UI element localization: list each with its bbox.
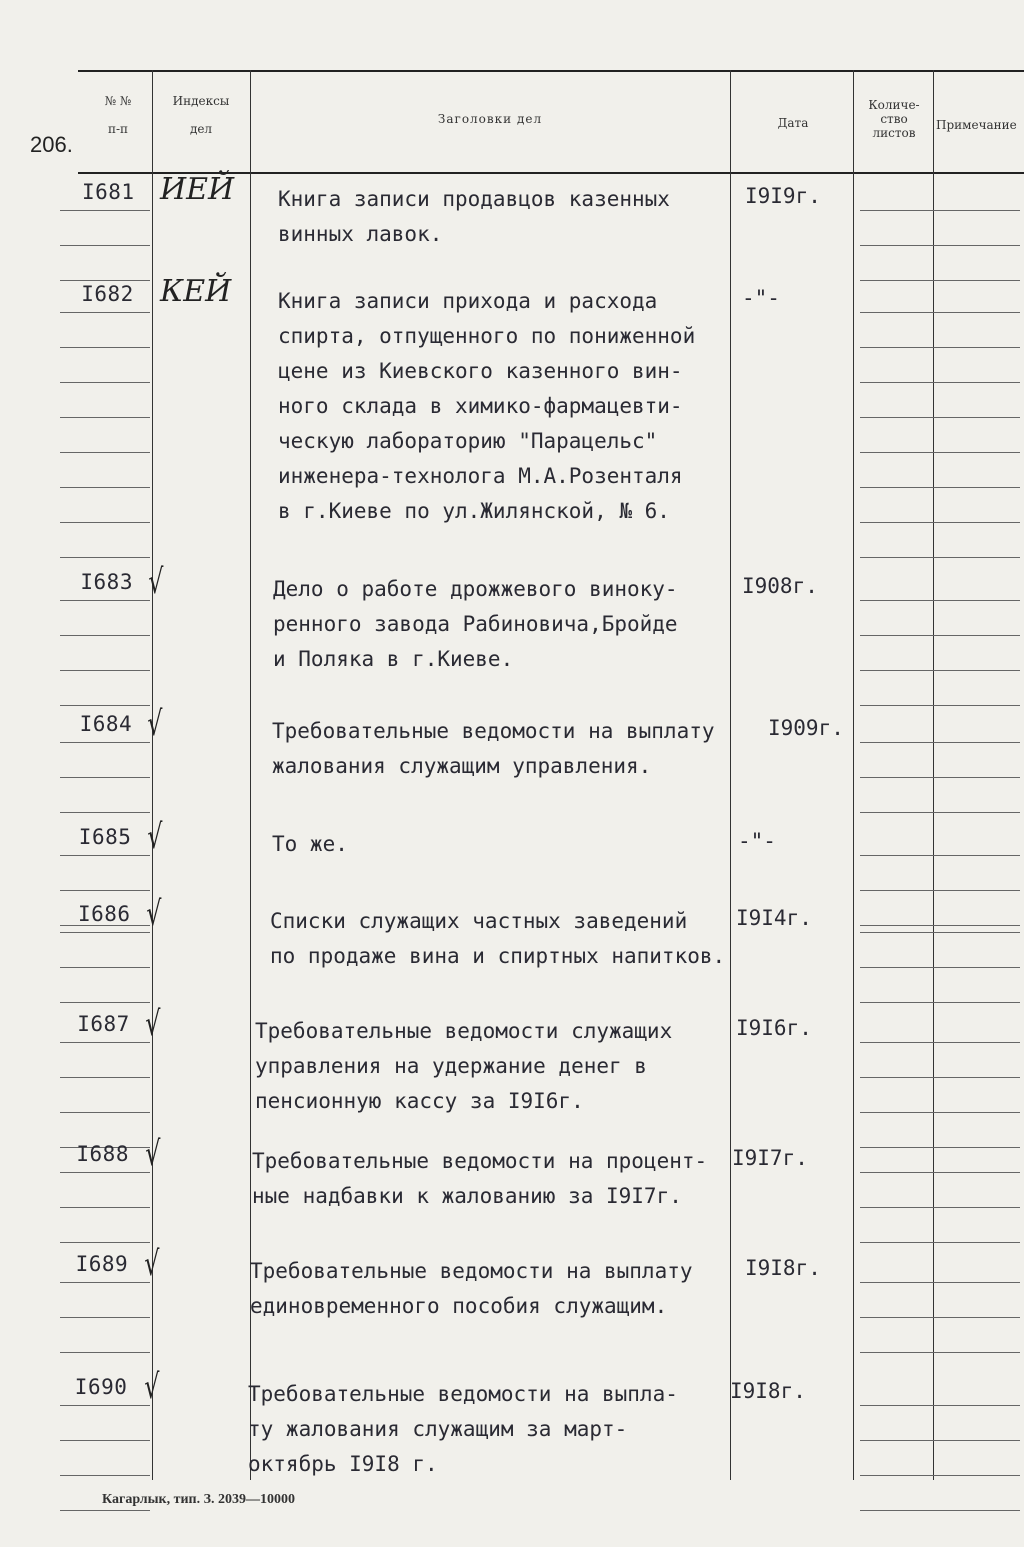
case-title-line: ренного завода Рабиновича,Бройде bbox=[273, 612, 678, 636]
ruled-line bbox=[60, 452, 150, 453]
case-date: I909г. bbox=[768, 716, 844, 740]
row-number: I683 bbox=[80, 570, 133, 594]
case-title-line: Дело о работе дрожжевого виноку- bbox=[273, 577, 678, 601]
case-title-line: Требовательные ведомости на выпла- bbox=[248, 1382, 678, 1406]
ruled-line bbox=[60, 347, 150, 348]
ruled-line bbox=[860, 1510, 1020, 1511]
case-title-line: Требовательные ведомости на выплату bbox=[250, 1259, 693, 1283]
case-date: I9I9г. bbox=[745, 184, 821, 208]
ruled-line bbox=[860, 557, 1020, 558]
case-date: I9I8г. bbox=[745, 1256, 821, 1280]
ruled-line bbox=[860, 670, 1020, 671]
ruled-line bbox=[60, 1172, 150, 1173]
case-title-line: по продаже вина и спиртных напитков. bbox=[270, 944, 726, 968]
ruled-line bbox=[860, 1042, 1020, 1043]
ruled-line bbox=[860, 1147, 1020, 1148]
header-titles-label: Заголовки дел bbox=[437, 112, 543, 126]
case-title-line: пенсионную кассу за I9I6г. bbox=[255, 1089, 584, 1113]
ruled-line bbox=[60, 522, 150, 523]
ruled-line bbox=[860, 210, 1020, 211]
header-count-label-3: листов bbox=[872, 126, 916, 140]
column-divider bbox=[933, 70, 934, 1480]
case-title-line: Требовательные ведомости на выплату bbox=[272, 719, 715, 743]
ruled-line bbox=[860, 522, 1020, 523]
case-title bbox=[250, 1254, 693, 1324]
ruled-line bbox=[860, 742, 1020, 743]
case-title-line: спирта, отпущенного по пониженной bbox=[278, 324, 696, 348]
ruled-line bbox=[860, 777, 1020, 778]
ruled-line bbox=[60, 635, 150, 636]
ruled-line bbox=[860, 280, 1020, 281]
case-title-line: ческую лабораторию "Парацельс" bbox=[278, 429, 658, 453]
ruled-line bbox=[860, 1352, 1020, 1353]
case-title-line: винных лавок. bbox=[278, 222, 443, 246]
checkmark-icon: √ bbox=[144, 1244, 160, 1284]
ruled-line bbox=[60, 1475, 150, 1476]
ruled-line bbox=[60, 890, 150, 891]
row-number: I682 bbox=[81, 282, 134, 306]
checkmark-icon: √ bbox=[148, 562, 164, 602]
header-count-column bbox=[856, 98, 932, 140]
case-title-line: То же. bbox=[272, 832, 348, 856]
ruled-line bbox=[60, 1405, 150, 1406]
case-title bbox=[278, 182, 670, 252]
ruled-line bbox=[60, 742, 150, 743]
case-title bbox=[272, 827, 348, 862]
case-date: -"- bbox=[738, 829, 776, 853]
case-title-line: Книга записи прихода и расхода bbox=[278, 289, 658, 313]
case-title-line: единовременного пособия служащим. bbox=[250, 1294, 668, 1318]
case-title-line: ного склада в химико-фармацевти- bbox=[278, 394, 683, 418]
ruled-line bbox=[860, 452, 1020, 453]
row-number: I690 bbox=[74, 1375, 128, 1399]
case-title bbox=[255, 1014, 672, 1119]
case-title-line: ту жалования служащим за март- bbox=[248, 1417, 628, 1441]
case-date: I908г. bbox=[742, 574, 818, 598]
ruled-line bbox=[60, 705, 150, 706]
ruled-line bbox=[860, 890, 1020, 891]
ruled-line bbox=[60, 557, 150, 558]
case-title-line: и Поляка в г.Киеве. bbox=[273, 647, 514, 671]
ruled-line bbox=[860, 925, 1020, 926]
ruled-line bbox=[860, 1242, 1020, 1243]
ruled-line bbox=[860, 855, 1020, 856]
ruled-line bbox=[60, 855, 150, 856]
ruled-line bbox=[60, 1317, 150, 1318]
checkmark-icon: √ bbox=[146, 894, 162, 934]
ruled-line bbox=[60, 1440, 150, 1441]
column-divider bbox=[730, 70, 731, 1480]
ruled-line bbox=[60, 382, 150, 383]
case-title-line: Требовательные ведомости на процент- bbox=[252, 1149, 708, 1173]
row-number: I686 bbox=[78, 902, 131, 926]
ruled-line bbox=[860, 812, 1020, 813]
ruled-line bbox=[60, 777, 150, 778]
case-title-line: в г.Киеве по ул.Жилянской, № 6. bbox=[278, 499, 670, 523]
ruled-line bbox=[860, 1317, 1020, 1318]
case-title-line: октябрь I9I8 г. bbox=[248, 1452, 438, 1476]
checkmark-icon: √ bbox=[145, 1004, 161, 1044]
ruled-line bbox=[860, 1282, 1020, 1283]
ruled-line bbox=[60, 1042, 150, 1043]
checkmark-icon: √ bbox=[147, 704, 163, 744]
row-number: I687 bbox=[77, 1012, 130, 1036]
case-title-line: Требовательные ведомости служащих bbox=[255, 1019, 673, 1043]
ruled-line bbox=[60, 210, 150, 211]
top-rule bbox=[78, 70, 1024, 72]
case-date: I9I7г. bbox=[732, 1146, 808, 1170]
header-num-sub-label: п-п bbox=[107, 122, 129, 136]
checkmark-icon: √ bbox=[145, 1134, 161, 1174]
checkmark-icon: √ bbox=[143, 1367, 160, 1407]
ruled-line bbox=[60, 1510, 150, 1511]
row-number: I681 bbox=[82, 180, 135, 204]
ruled-line bbox=[860, 245, 1020, 246]
ruled-line bbox=[860, 705, 1020, 706]
header-index-column bbox=[158, 94, 244, 136]
ruled-line bbox=[60, 812, 150, 813]
ruled-line bbox=[60, 1002, 150, 1003]
ruled-line bbox=[60, 487, 150, 488]
ruled-line bbox=[860, 347, 1020, 348]
case-title-line: жалования служащим управления. bbox=[272, 754, 652, 778]
header-index-label: Индексы bbox=[172, 94, 230, 108]
header-count-label: Количе- bbox=[868, 98, 920, 112]
header-index-sub-label: дел bbox=[189, 122, 213, 136]
ruled-line bbox=[60, 280, 150, 281]
ruled-line bbox=[60, 600, 150, 601]
ruled-line bbox=[860, 382, 1020, 383]
case-title-line: Книга записи продавцов казенных bbox=[278, 187, 670, 211]
ruled-line bbox=[860, 1440, 1020, 1441]
header-num-label: № № bbox=[104, 94, 132, 108]
ruled-line bbox=[860, 635, 1020, 636]
ruled-line bbox=[860, 1112, 1020, 1113]
row-number: I684 bbox=[79, 712, 133, 736]
case-title-line: управления на удержание денег в bbox=[255, 1054, 647, 1078]
row-number: I688 bbox=[76, 1142, 129, 1166]
column-divider bbox=[853, 70, 854, 1480]
case-title bbox=[273, 572, 678, 677]
case-title bbox=[278, 284, 695, 529]
ruled-line bbox=[860, 1475, 1020, 1476]
header-notes-label: Примечание bbox=[936, 118, 1017, 132]
header-count-label-2: ство bbox=[880, 112, 908, 126]
index-handwritten-mark: ИЕЙ bbox=[160, 172, 235, 207]
ruled-line bbox=[60, 1077, 150, 1078]
ruled-line bbox=[60, 932, 150, 933]
index-handwritten-mark: КЕЙ bbox=[160, 274, 232, 309]
case-date: I9I4г. bbox=[736, 906, 812, 930]
ruled-line bbox=[60, 1207, 150, 1208]
ruled-line bbox=[860, 1002, 1020, 1003]
ruled-line bbox=[860, 1207, 1020, 1208]
case-title bbox=[252, 1144, 707, 1214]
row-number: I689 bbox=[75, 1252, 129, 1276]
ruled-line bbox=[60, 312, 150, 313]
ruled-line bbox=[860, 967, 1020, 968]
ruled-line bbox=[60, 670, 150, 671]
ruled-line bbox=[860, 487, 1020, 488]
page-number: 206. bbox=[30, 132, 73, 157]
header-date-label: Дата bbox=[777, 116, 809, 130]
ruled-line bbox=[860, 312, 1020, 313]
row-number: I685 bbox=[78, 825, 132, 849]
case-date: -"- bbox=[742, 286, 780, 310]
printer-footer: Кагарлык, тип. З. 2039—10000 bbox=[102, 1492, 296, 1507]
ruled-line bbox=[60, 245, 150, 246]
ruled-line bbox=[60, 1242, 150, 1243]
ruled-line bbox=[860, 1077, 1020, 1078]
case-title bbox=[248, 1377, 678, 1482]
header-number-column bbox=[88, 94, 148, 136]
case-title-line: цене из Киевского казенного вин- bbox=[278, 359, 683, 383]
ruled-line bbox=[860, 1172, 1020, 1173]
ruled-line bbox=[860, 600, 1020, 601]
case-title bbox=[270, 904, 725, 974]
ruled-line bbox=[860, 417, 1020, 418]
case-title-line: Списки служащих частных заведений bbox=[270, 909, 688, 933]
ruled-line bbox=[60, 967, 150, 968]
ruled-line bbox=[60, 417, 150, 418]
case-title bbox=[272, 714, 715, 784]
case-title-line: инженера-технолога М.А.Розенталя bbox=[278, 464, 683, 488]
ruled-line bbox=[860, 1405, 1020, 1406]
ruled-line bbox=[60, 1282, 150, 1283]
checkmark-icon: √ bbox=[146, 817, 163, 857]
ruled-line bbox=[860, 932, 1020, 933]
ruled-line bbox=[60, 1112, 150, 1113]
case-date: I9I8г. bbox=[730, 1379, 806, 1403]
case-title-line: ные надбавки к жалованию за I9I7г. bbox=[252, 1184, 682, 1208]
ruled-line bbox=[60, 1352, 150, 1353]
case-date: I9I6г. bbox=[736, 1016, 812, 1040]
